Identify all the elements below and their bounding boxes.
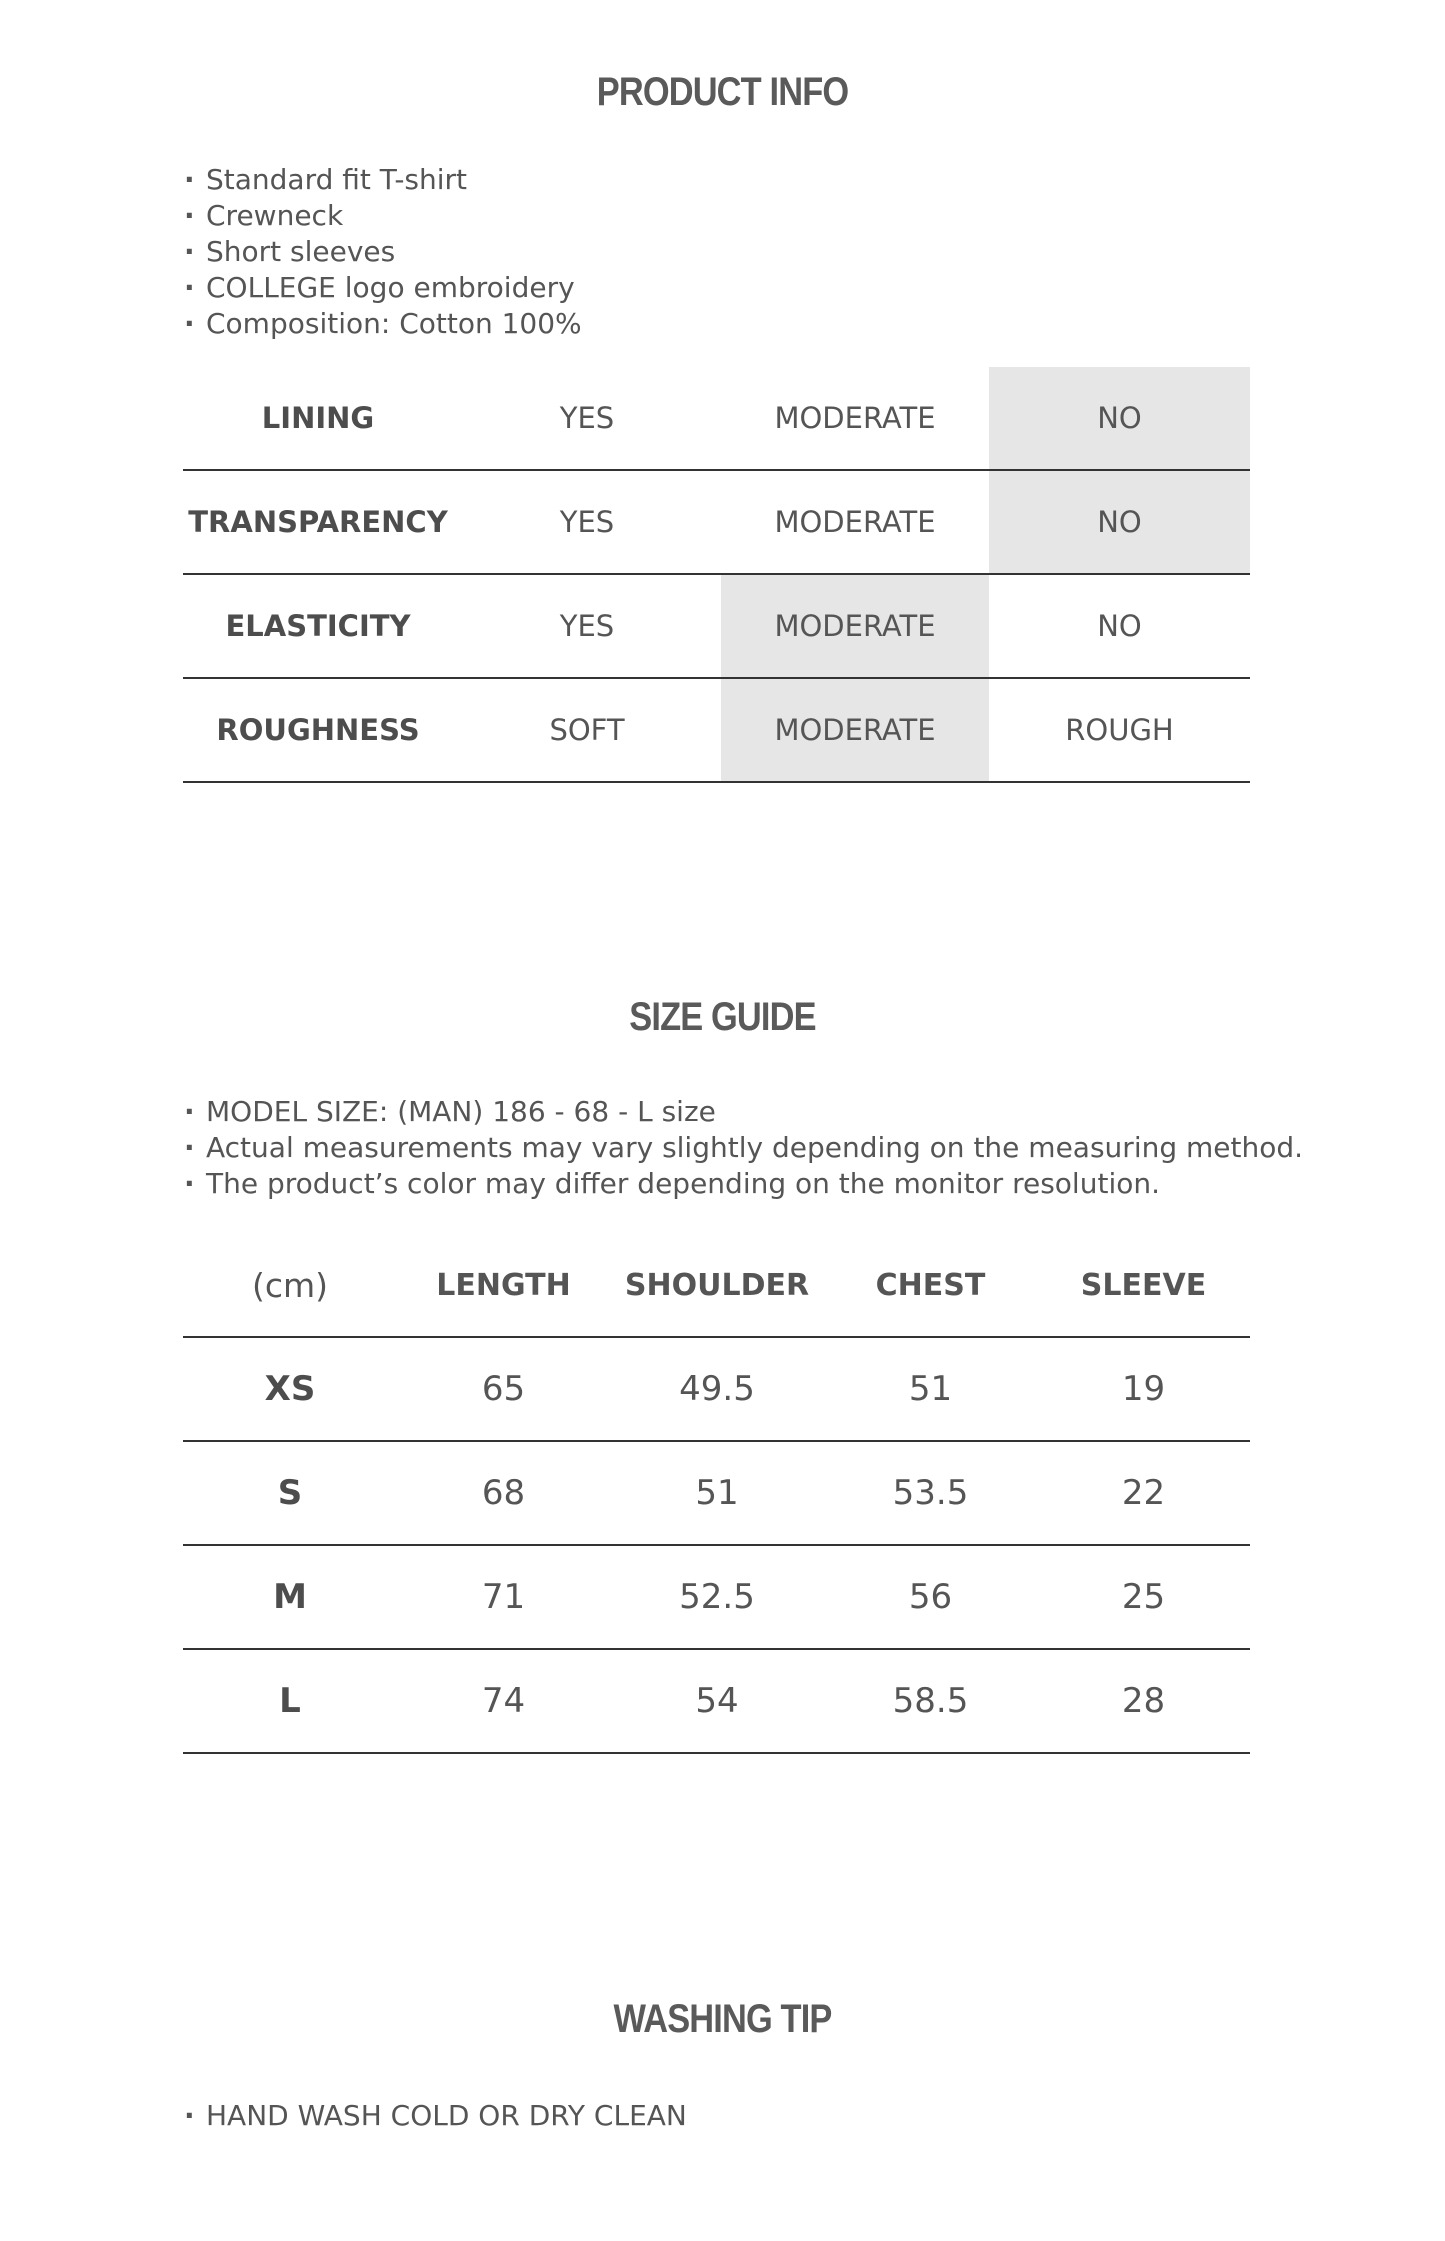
- table-cell: 58.5: [824, 1649, 1037, 1753]
- column-header-shoulder: SHOULDER: [610, 1234, 824, 1337]
- table-cell: 51: [824, 1337, 1037, 1441]
- attribute-label-transparency: TRANSPARENCY: [183, 470, 453, 574]
- table-row: [183, 574, 1250, 678]
- column-header-chest: CHEST: [824, 1234, 1037, 1337]
- table-cell: 22: [1037, 1441, 1250, 1545]
- table-row: [183, 367, 1250, 470]
- table-row: [183, 1649, 1250, 1753]
- attribute-option: ROUGH: [989, 678, 1250, 782]
- attribute-label-roughness: ROUGHNESS: [183, 678, 453, 782]
- table-row: [183, 678, 1250, 782]
- attribute-option: NO: [989, 470, 1250, 574]
- table-cell: 25: [1037, 1545, 1250, 1649]
- attribute-option: YES: [453, 367, 721, 470]
- table-cell: 52.5: [610, 1545, 824, 1649]
- attribute-option: YES: [453, 574, 721, 678]
- size-label: S: [183, 1441, 397, 1545]
- size-table: [183, 1234, 1250, 1754]
- attribute-label-elasticity: ELASTICITY: [183, 574, 453, 678]
- column-header-unit: (cm): [183, 1234, 397, 1337]
- attribute-option: MODERATE: [721, 470, 989, 574]
- attribute-option: MODERATE: [721, 367, 989, 470]
- attribute-option: MODERATE: [721, 678, 989, 782]
- list-item: · Standard fit T-shirt: [184, 162, 582, 198]
- table-cell: 68: [397, 1441, 610, 1545]
- attribute-option: NO: [989, 574, 1250, 678]
- table-cell: 54: [610, 1649, 824, 1753]
- product-info-title: PRODUCT INFO: [596, 70, 849, 114]
- washing-tip-list: [184, 2098, 687, 2134]
- table-row: [183, 1545, 1250, 1649]
- fabric-attributes-table: [183, 367, 1250, 783]
- list-item: · COLLEGE logo embroidery: [184, 270, 582, 306]
- table-cell: 74: [397, 1649, 610, 1753]
- size-guide-title: SIZE GUIDE: [629, 995, 816, 1039]
- table-cell: 49.5: [610, 1337, 824, 1441]
- column-header-sleeve: SLEEVE: [1037, 1234, 1250, 1337]
- table-cell: 28: [1037, 1649, 1250, 1753]
- list-item: · Actual measurements may vary slightly depending on the measuring method.: [184, 1130, 1303, 1166]
- table-cell: 71: [397, 1545, 610, 1649]
- table-row: [183, 1441, 1250, 1545]
- list-item: · MODEL SIZE: (MAN) 186 - 68 - L size: [184, 1094, 1303, 1130]
- list-item: · Crewneck: [184, 198, 582, 234]
- attribute-option: MODERATE: [721, 574, 989, 678]
- list-item: · Short sleeves: [184, 234, 582, 270]
- column-header-length: LENGTH: [397, 1234, 610, 1337]
- table-header-row: [183, 1234, 1250, 1337]
- table-cell: 56: [824, 1545, 1037, 1649]
- table-row: [183, 470, 1250, 574]
- table-cell: 65: [397, 1337, 610, 1441]
- size-label: XS: [183, 1337, 397, 1441]
- size-guide-notes: [184, 1094, 1303, 1202]
- table-cell: 19: [1037, 1337, 1250, 1441]
- table-cell: 51: [610, 1441, 824, 1545]
- product-info-list: [184, 162, 582, 342]
- washing-tip-title: WASHING TIP: [613, 1997, 832, 2041]
- attribute-option: SOFT: [453, 678, 721, 782]
- table-cell: 53.5: [824, 1441, 1037, 1545]
- list-item: · The product’s color may differ depending on the monitor resolution.: [184, 1166, 1303, 1202]
- table-row: [183, 1337, 1250, 1441]
- size-label: M: [183, 1545, 397, 1649]
- list-item: · Composition: Cotton 100%: [184, 306, 582, 342]
- list-item: · HAND WASH COLD OR DRY CLEAN: [184, 2098, 687, 2134]
- attribute-option: YES: [453, 470, 721, 574]
- size-label: L: [183, 1649, 397, 1753]
- attribute-label-lining: LINING: [183, 367, 453, 470]
- attribute-option: NO: [989, 367, 1250, 470]
